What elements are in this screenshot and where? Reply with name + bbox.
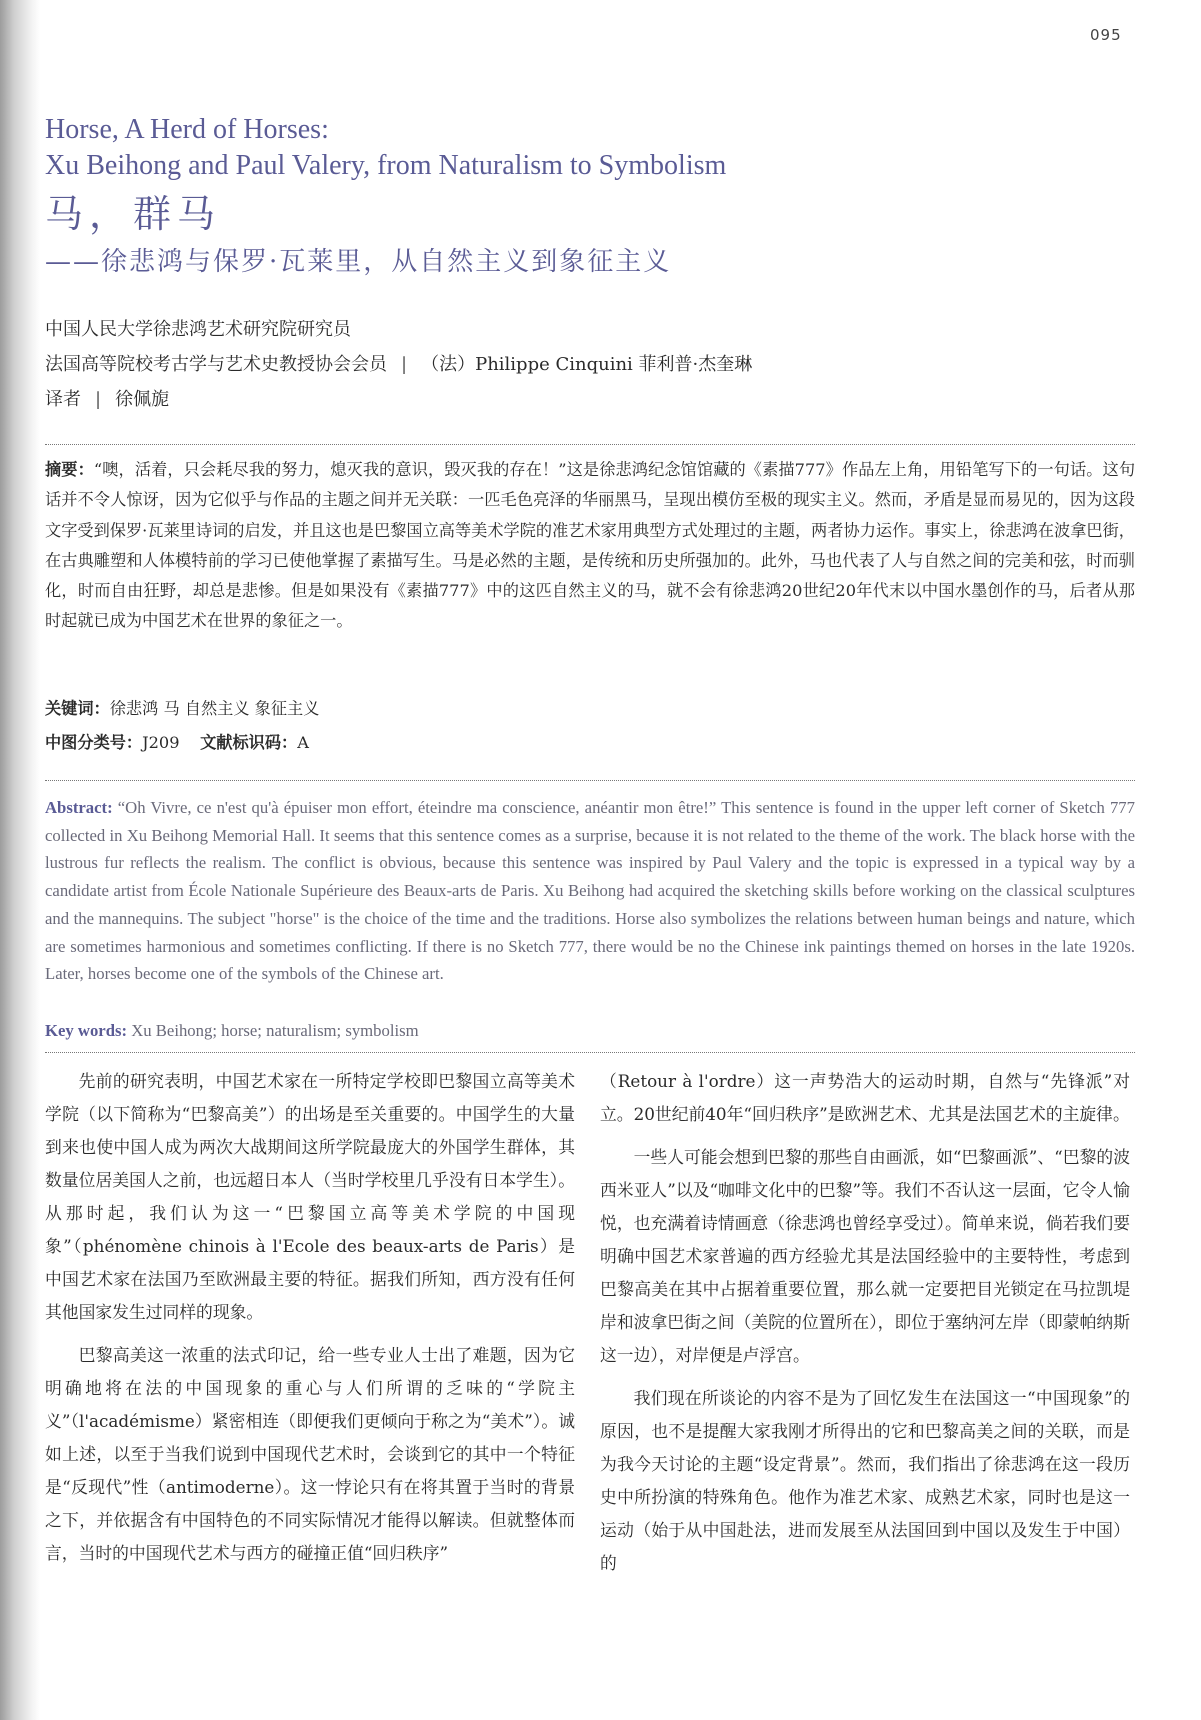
translator-row — [45, 382, 1145, 417]
author-block — [45, 312, 1145, 417]
english-title-line-2: Xu Beihong and Paul Valery, from Naturalism to Symbolism — [45, 150, 727, 181]
body-paragraph: 一些人可能会想到巴黎的那些自由画派，如“巴黎画派”、“巴黎的波西米亚人”以及“咖啡文化中的巴黎”等。我们不否认这一层面，它令人愉悦，也充满着诗情画意（徐悲鸿也曾经享受过）。简单来说，倘若我们要明确中国艺术家普遍的西方经验尤其是法国经验中的主要特性，考虑到巴黎高美在其中占据着重要位置，那么就一定要把目光锁定在马拉凯堤岸和波拿巴街之间（美院的位置所在），即位于塞纳河左岸（即蒙帕纳斯这一边），对岸便是卢浮宫。 — [600, 1147, 1130, 1365]
body-paragraph: 我们现在所谈论的内容不是为了回忆发生在法国这一“中国现象”的原因，也不是提醒大家我刚才所得出的它和巴黎高美之间的关联，而是为我今天讨论的主题“设定背景”。然而，我们指出了徐悲鸿在这一段历史中所扮演的特殊角色。他作为准艺术家、成熟艺术家，同时也是这一运动（始于从中国赴法，进而发展至从法国回到中国以及发生于中国）的 — [600, 1388, 1130, 1573]
classification-label: 中图分类号： — [45, 733, 143, 752]
classification-line — [45, 728, 1135, 758]
english-keywords — [45, 1017, 1135, 1045]
chinese-title: 马，群马 — [45, 192, 222, 236]
author-affiliation-row — [45, 347, 1145, 382]
author-affiliation-2: 法国高等院校考古学与艺术史教授协会会员 — [45, 354, 387, 375]
chinese-keywords-text: 徐悲鸿 马 自然主义 象征主义 — [109, 699, 320, 718]
document-code-value: A — [297, 733, 309, 752]
english-keywords-text: Xu Beihong; horse; naturalism; symbolism — [131, 1021, 419, 1040]
author-affiliation-1: 中国人民大学徐悲鸿艺术研究院研究员 — [45, 319, 351, 340]
body-paragraph-continued: （Retour à l'ordre）这一声势浩大的运动时期，自然与“先锋派”对立。20世纪前40年“回归秩序”是欧洲艺术、尤其是法国艺术的主旋律。 — [600, 1071, 1130, 1124]
english-title-line-1: Horse, A Herd of Horses: — [45, 114, 329, 145]
body-column-left — [45, 1065, 575, 1580]
english-abstract-label: Abstract: — [45, 798, 113, 817]
english-title — [45, 112, 1145, 184]
chinese-keywords — [45, 694, 1135, 724]
section-divider-top — [45, 444, 1135, 445]
author-name: （法）Philippe Cinquini 菲利普·杰奎琳 — [421, 354, 753, 375]
english-abstract — [45, 794, 1135, 988]
chinese-abstract-text: “噢，活着，只会耗尽我的努力，熄灭我的意识，毁灭我的存在！”这是徐悲鸿纪念馆馆藏的《素描777》作品左上角，用铅笔写下的一句话。这句话并不令人惊讶，因为它似乎与作品的主题之间并无关联：一匹毛色亮泽的华丽黑马，呈现出模仿至极的现实主义。然而，矛盾是显而易见的，因为这段文字受到保罗·瓦莱里诗词的启发，并且这也是巴黎国立高等美术学院的准艺术家用典型方式处理过的主题，两者协力运作。事实上，徐悲鸿在波拿巴街，在古典雕塑和人体模特前的学习已使他掌握了素描写生。马是必然的主题，是传统和历史所强加的。此外，马也代表了人与自然之间的完美和弦，时而驯化，时而自由狂野，却总是悲惨。但是如果没有《素描777》中的这匹自然主义的马，就不会有徐悲鸿20世纪20年代末以中国水墨创作的马，后者从那时起就已成为中国艺术在世界的象征之一。 — [45, 460, 1136, 631]
section-divider-bottom — [45, 1052, 1135, 1053]
chinese-abstract-label: 摘要： — [45, 460, 94, 479]
section-divider-middle — [45, 780, 1135, 781]
document-code-label: 文献标识码： — [200, 733, 298, 752]
translator-label: 译者 — [45, 389, 81, 410]
english-keywords-label: Key words: — [45, 1021, 128, 1040]
translator-separator: | — [95, 389, 102, 410]
chinese-abstract — [45, 455, 1135, 637]
chinese-keywords-label: 关键词： — [45, 699, 110, 718]
author-separator: | — [401, 354, 408, 375]
body-paragraph: 先前的研究表明，中国艺术家在一所特定学校即巴黎国立高等美术学院（以下简称为“巴黎高美”）的出场是至关重要的。中国学生的大量到来也使中国人成为两次大战期间这所学院最庞大的外国学生群体，其数量位居美国人之前，也远超日本人（当时学校里几乎没有日本学生）。从那时起，我们认为这一“巴黎国立高等美术学院的中国现象”（phénomène chinois à l'Ecole des beaux-arts de Paris）是中国艺术家在法国乃至欧洲最主要的特征。据我们所知，西方没有任何其他国家发生过同样的现象。 — [45, 1071, 575, 1322]
body-paragraph: 巴黎高美这一浓重的法式印记，给一些专业人士出了难题，因为它明确地将在法的中国现象的重心与人们所谓的乏味的“学院主义”（l'académisme）紧密相连（即便我们更倾向于称之为“美术”）。诚如上述，以至于当我们说到中国现代艺术时，会谈到它的其中一个特征是“反现代”性（antimoderne）。这一悖论只有在将其置于当时的背景之下，并依据含有中国特色的不同实际情况才能得以解读。但就整体而言，当时的中国现代艺术与西方的碰撞正值“回归秩序” — [45, 1345, 575, 1563]
classification-value: J209 — [142, 733, 180, 752]
body-column-right — [600, 1065, 1130, 1590]
translator-name: 徐佩旎 — [115, 389, 170, 410]
english-abstract-text: “Oh Vivre, ce n'est qu'à épuiser mon effort, éteindre ma conscience, anéantir mon être!” This sentence is found in the upper left corner of Sketch 777 collected in Xu Beihong Memorial Hall. It seems that this sentence comes as a surprise, because it is not related to the theme of the work. The black horse with the lustrous fur reflects the realism. The conflict is obvious, because this sentence was inspired by Paul Valery and the topic is expressed in a typical way by a candidate artist from École Nationale Supérieure des Beaux-arts de Paris. Xu Beihong had acquired the sketching skills before working on the classical sculptures and the mannequins. The subject "horse" is the choice of the time and the traditions. Horse also symbolizes the relations between human beings and nature, which are sometimes harmonious and sometimes conflicting. If there is no Sketch 777, there would be no the Chinese ink paintings themed on horses in the late 1920s. Later, horses become one of the symbols of the Chinese art. — [45, 798, 1135, 984]
chinese-subtitle: ——徐悲鸿与保罗·瓦莱里，从自然主义到象征主义 — [45, 247, 672, 277]
page-binding-shadow — [0, 0, 40, 1720]
page-number: 095 — [1090, 26, 1122, 44]
